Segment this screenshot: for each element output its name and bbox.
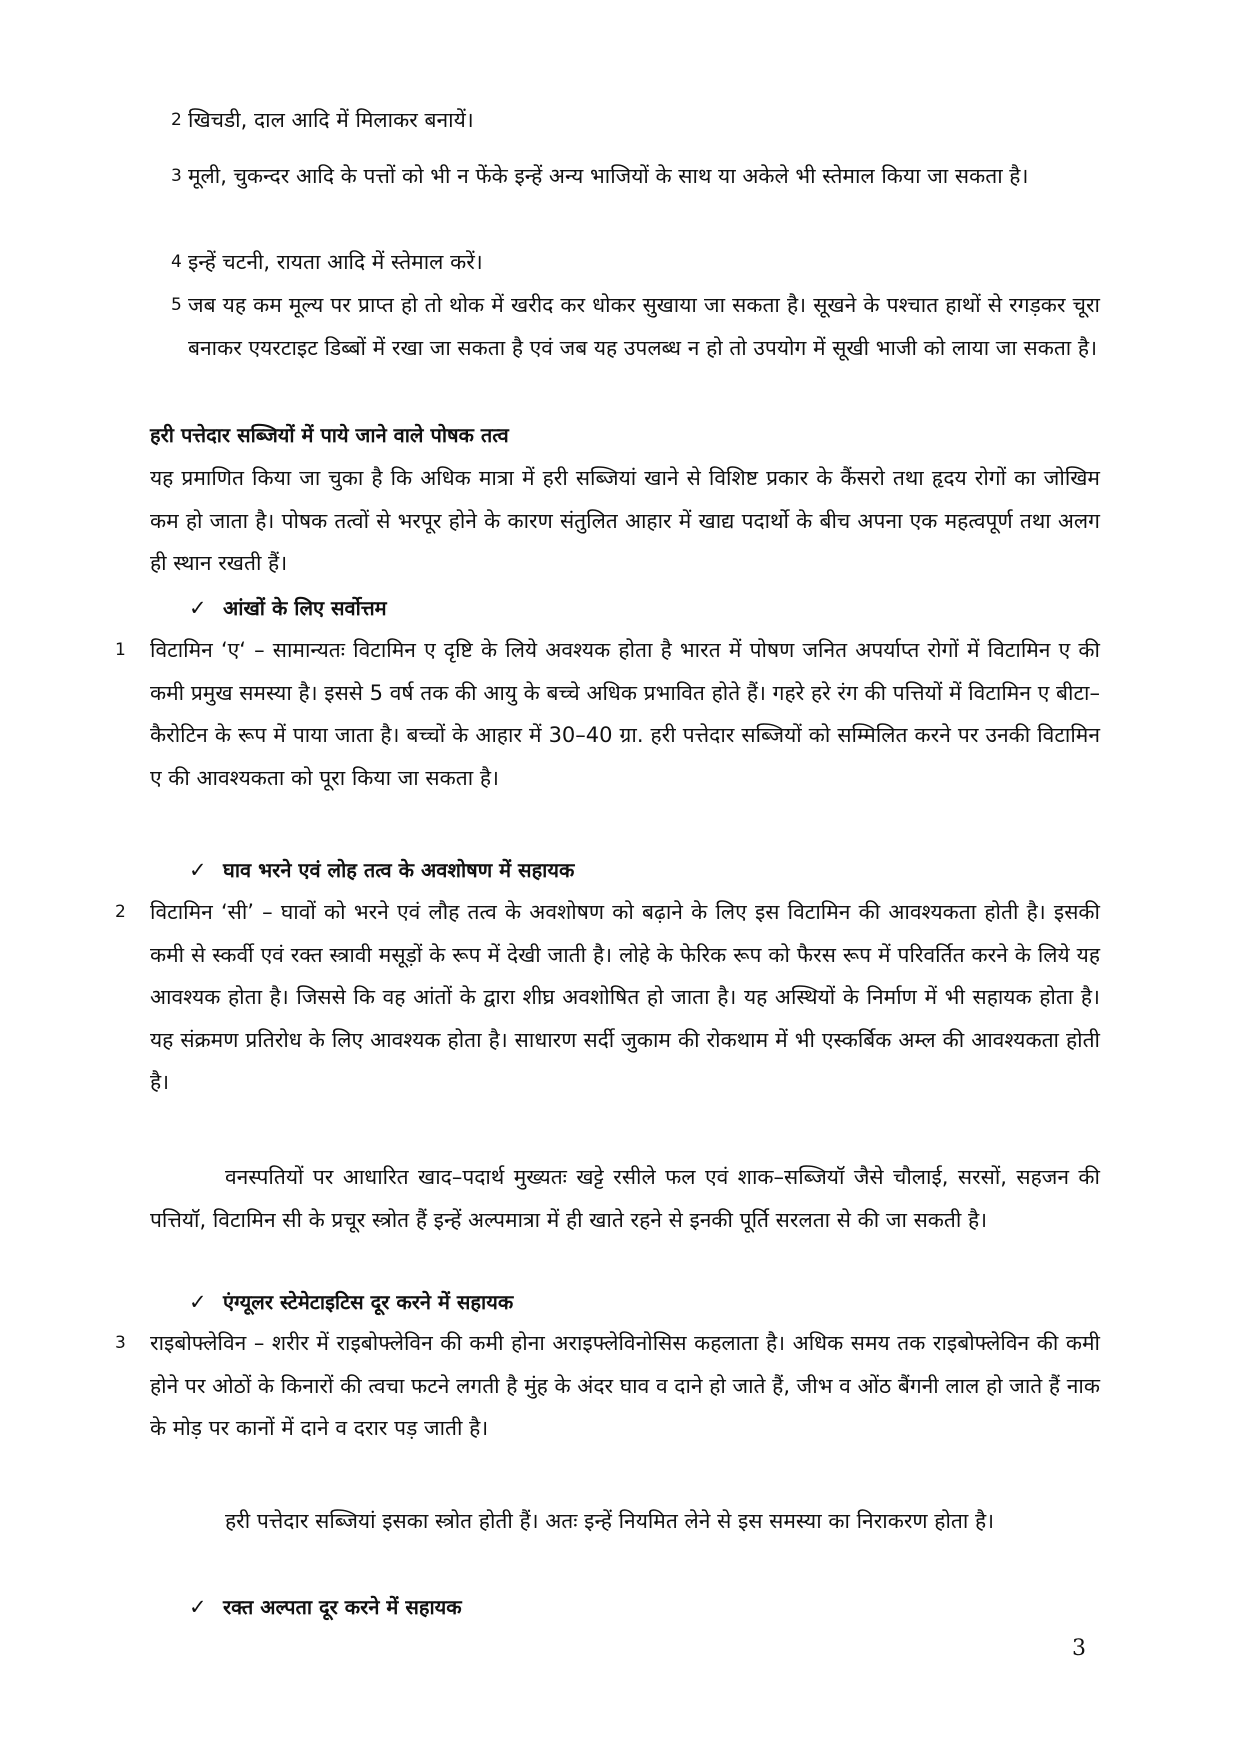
list-item-text: खिचडी, दाल आदि में मिलाकर बनायें। <box>188 108 474 132</box>
checkmark-icon: ✓ <box>189 596 207 620</box>
benefit-heading <box>189 855 574 885</box>
checkmark-icon: ✓ <box>189 1290 207 1314</box>
list-number: 2 <box>171 110 182 130</box>
benefit-extra-paragraph: हरी पत्तेदार सब्जियां इसका स्त्रोत होती हैं। अतः इन्हें नियमित लेने से इस समस्या का निराकरण होता है। <box>225 1509 995 1533</box>
list-number: 3 <box>171 166 182 186</box>
intro-paragraph: यह प्रमाणित किया जा चुका है कि अधिक मात्रा में हरी सब्जियां खाने से विशिष्ट प्रकार के कैंसरो तथा हृदय रोगों का जोखिम कम हो जाता है। पोषक तत्वों से भरपूर होने के कारण संतुलित आहार में खाद्य पदार्थो के बीच अपना एक महत्वपूर्ण तथा अलग ही स्थान रखती हैं। <box>150 466 1100 575</box>
benefit-number: 2 <box>115 902 126 922</box>
benefit-heading-text: एंग्यूलर स्टेमेटाइटिस दूर करने में सहायक <box>223 1290 514 1314</box>
list-number: 4 <box>171 252 182 272</box>
benefit-heading-text: घाव भरने एवं लोह तत्व के अवशोषण में सहायक <box>223 858 575 882</box>
benefit-heading-text: रक्त अल्पता दूर करने में सहायक <box>223 1595 462 1619</box>
list-number: 5 <box>171 295 182 315</box>
benefit-paragraph: राइबोफ्लेविन – शरीर में राइबोफ्लेविन की कमी होना अराइफ्लेविनोसिस कहलाता है। अधिक समय तक राइबोफ्लेविन की कमी होने पर ओठों के किनारों की त्वचा फटने लगती है मुंह के अंदर घाव व दाने हो जाते हैं, जीभ व ओंठ बैंगनी लाल हो जाते हैं नाक के मोड़ पर कानों में दाने व दरार पड़ जाती है। <box>150 1331 1100 1440</box>
benefit-heading <box>189 593 387 623</box>
list-item-text: इन्हें चटनी, रायता आदि में स्तेमाल करें। <box>188 250 483 274</box>
checkmark-icon: ✓ <box>189 858 207 882</box>
section-heading: हरी पत्तेदार सब्जियों में पाये जाने वाले पोषक तत्व <box>150 423 509 447</box>
list-item-text: जब यह कम मूल्य पर प्राप्त हो तो थोक में खरीद कर धोकर सुखाया जा सकता है। सूखने के पश्चात हाथों से रगड़कर चूरा बनाकर एयरटाइट डिब्बों में रखा जा सकता है एवं जब यह उपलब्ध न हो तो उपयोग में सूखी भाजी को लाया जा सकता है। <box>188 293 1100 360</box>
benefit-paragraph: विटामिन ‘ए‘ – सामान्यतः विटामिन ए दृष्टि के लिये अवश्यक होता है भारत में पोषण जनित अपर्याप्त रोगों में विटामिन ए की कमी प्रमुख समस्या है। इससे 5 वर्ष तक की आयु के बच्चे अधिक प्रभावित होते हैं। गहरे हरे रंग की पत्तियों में विटामिन ए बीटा–कैरोटिन के रूप में पाया जाता है। बच्चों के आहार में 30–40 ग्रा. हरी पत्तेदार सब्जियों को सम्मिलित करने पर उनकी विटामिन ए की आवश्यकता को पूरा किया जा सकता है। <box>150 638 1100 790</box>
benefit-number: 1 <box>115 640 126 660</box>
benefit-heading <box>189 1592 462 1622</box>
benefit-extra-paragraph: वनस्पतियों पर आधारित खाद–पदार्थ मुख्यतः खट्टे रसीले फल एवं शाक–सब्जियॉ जैसे चौलाई, सरसों, सहजन की पत्तियॉ, विटामिन सी के प्रचूर स्त्रोत हैं इन्हें अल्पमात्रा में ही खाते रहने से इनकी पूर्ति सरलता से की जा सकती है। <box>150 1165 1100 1232</box>
benefit-heading-text: आंखों के लिए सर्वोत्तम <box>223 596 387 620</box>
checkmark-icon: ✓ <box>189 1595 207 1619</box>
benefit-heading <box>189 1287 513 1317</box>
list-item-text: मूली, चुकन्दर आदि के पत्तों को भी न फेंके इन्हें अन्य भाजियों के साथ या अकेले भी स्तेमाल किया जा सकता है। <box>188 164 1029 188</box>
benefit-number: 3 <box>115 1333 126 1353</box>
benefit-paragraph: विटामिन ‘सी’ – घावों को भरने एवं लौह तत्व के अवशोषण को बढ़ाने के लिए इस विटामिन की आवश्यकता होती है। इसकी कमी से स्कर्वी एवं रक्त स्त्रावी मसूड़ों के रूप में देखी जाती है। लोहे के फेरिक रूप को फैरस रूप में परिवर्तित करने के लिये यह आवश्यक होता है। जिससे कि वह आंतों के द्वारा शीघ्र अवशोषित हो जाता है। यह अस्थियों के निर्माण में भी सहायक होता है। यह संक्रमण प्रतिरोध के लिए आवश्यक होता है। साधारण सर्दी जुकाम की रोकथाम में भी एस्कर्बिक अम्ल की आवश्यकता होती है। <box>150 900 1100 1094</box>
page-number: 3 <box>1072 1636 1086 1661</box>
